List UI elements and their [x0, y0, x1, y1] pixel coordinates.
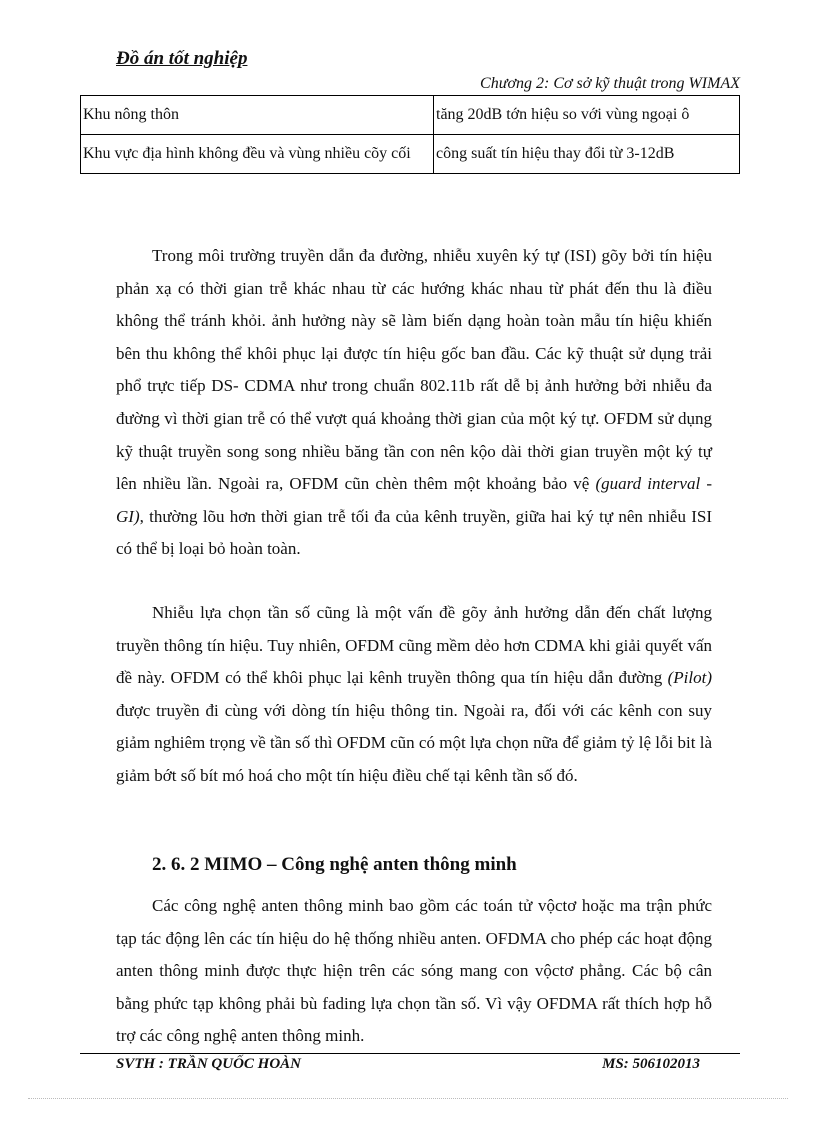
table-row	[81, 135, 740, 174]
footer-student: SVTH : TRẦN QUỐC HOÀN	[116, 1056, 302, 1072]
page-edge	[28, 1098, 788, 1099]
attenuation-table	[80, 95, 740, 174]
term-pilot: (Pilot)	[667, 668, 712, 688]
table-cell-effect: tăng 20dB tớn hiệu so với vùng ngoại ô	[434, 96, 740, 135]
paragraph-text: , thường lõu hơn thời gian trễ tối đa của kênh truyền, giữa hai ký tự nên nhiễu ISI có thể bị loại bỏ hoàn toàn.	[116, 506, 712, 559]
table-cell-effect: công suất tín hiệu thay đổi từ 3-12dB	[434, 135, 740, 174]
footer-divider	[80, 1053, 740, 1054]
paragraph-text: Các công nghệ anten thông minh bao gồm các toán tử vộctơ hoặc ma trận phức tạp tác động lên các tín hiệu do hệ thống nhiều anten. OFDMA cho phép các hoạt động anten thông minh được thực hiện trên các sóng mang con vộctơ phẳng. Các bộ cân bằng phức tạp không phải bù fading lựa chọn tần số. Vì vậy OFDMA rất thích hợp hỗ trợ các công nghệ anten thông minh.	[116, 896, 712, 1046]
paragraph-mimo	[116, 890, 712, 1053]
paragraph-isi	[116, 240, 712, 566]
paragraph-text: Trong môi trường truyền dẫn đa đường, nhiễu xuyên ký tự (ISI) gõy bởi tín hiệu phản xạ có thời gian trễ khác nhau từ các hướng khác nhau từ phát đến thu là điều không thể tránh khỏi. ảnh hưởng này sẽ làm biến dạng hoàn toàn mẫu tín hiệu khiến bên thu không thể khôi phục lại được tín hiệu gốc ban đầu. Các kỹ thuật sử dụng trải phổ trực tiếp DS- CDMA như trong chuẩn 802.11b rất dễ bị ảnh hưởng bởi nhiễu đa đường vì thời gian trễ có thể vượt quá khoảng thời gian của một ký tự. OFDM sử dụng kỹ thuật truyền song song nhiều băng tần con nên kộo dài thời gian truyền một ký tự lên nhiều lần. Ngoài ra, OFDM cũn chèn thêm một khoảng bảo vệ	[116, 246, 712, 494]
table-cell-area: Khu vực địa hình không đều và vùng nhiều cõy cối	[81, 135, 434, 174]
table-row	[81, 96, 740, 135]
table-cell-area: Khu nông thôn	[81, 96, 434, 135]
section-heading: 2. 6. 2 MIMO – Công nghệ anten thông minh	[152, 854, 517, 875]
chapter-title: Chương 2: Cơ sở kỹ thuật trong WIMAX	[480, 75, 740, 92]
paragraph-text: Nhiễu lựa chọn tần số cũng là một vấn đề gõy ảnh hưởng dẫn đến chất lượng truyền thông tín hiệu. Tuy nhiên, OFDM cũng mềm dẻo hơn CDMA khi giải quyết vấn đề này. OFDM có thể khôi phục lại kênh truyền thông qua tín hiệu dẫn đường	[116, 603, 712, 688]
paragraph-text: được truyền đi cùng với dòng tín hiệu thông tin. Ngoài ra, đối với các kênh con suy giảm nghiêm trọng về tần số thì OFDM cũn có một lựa chọn nữa để giảm tỷ lệ lỗi bit là giảm bớt số bít mó hoá cho một tín hiệu điều chế tại kênh tần số đó.	[116, 700, 712, 785]
term-guard-interval: (guard interval - GI)	[116, 474, 712, 526]
footer-student-id: MS: 506102013	[602, 1056, 700, 1072]
header-title: Đồ án tốt nghiệp	[116, 48, 248, 69]
paragraph-frequency-selective	[116, 597, 712, 793]
